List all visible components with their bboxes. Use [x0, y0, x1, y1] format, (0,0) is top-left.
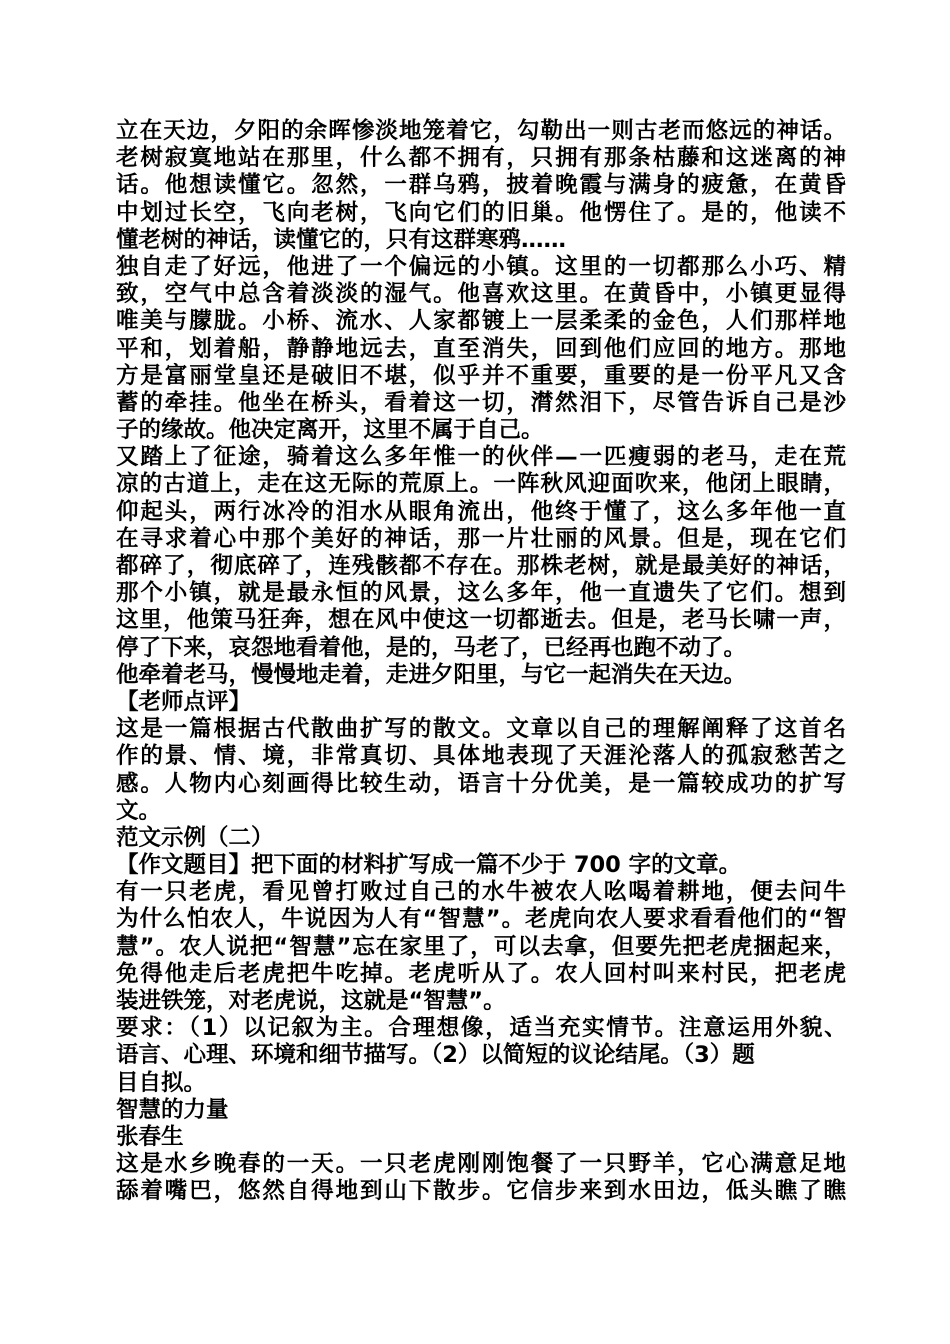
text-line: 那个小镇，就是最永恒的风景，这么多年，他一直遗失了它们。想到: [116, 580, 846, 607]
text-line: 作的景、情、境，非常真切、具体地表现了天涯沦落人的孤寂愁苦之: [116, 743, 846, 770]
text-line: 独自走了好远，他进了一个偏远的小镇。这里的一切都那么小巧、精: [116, 253, 846, 280]
text-line: 为什么怕农人，牛说因为人有“智慧”。老虎向农人要求看看他们的“智: [116, 906, 846, 933]
text-line: 中划过长空，飞向老树，飞向它们的旧巢。他愣住了。是的，他读不: [116, 199, 846, 226]
text-line: 蓄的牵挂。他坐在桥头，看着这一切，潸然泪下，尽管告诉自己是沙: [116, 389, 846, 416]
text-line: 装进铁笼，对老虎说，这就是“智慧”。: [116, 988, 506, 1014]
text-line: 唯美与朦胧。小桥、流水、人家都镀上一层柔柔的金色，人们那样地: [116, 308, 846, 335]
text-line: 立在天边，夕阳的余晖惨淡地笼着它，勾勒出一则古老而悠远的神话。: [116, 118, 846, 144]
text-line: 语言、心理、环境和细节描写。（2）以简短的议论结尾。（3）题: [116, 1042, 755, 1069]
text-line: 致，空气中总含着淡淡的湿气。他喜欢这里。在黄昏中，小镇更显得: [116, 281, 846, 308]
section-heading: 范文示例（二）: [116, 824, 274, 851]
text-line: 停了下来，哀怨地看着他，是的，马老了，已经再也跑不动了。: [116, 634, 747, 661]
text-line: 平和，划着船，静静地远去，直至消失，回到他们应回的地方。那地: [116, 335, 846, 362]
text-line: 方是富丽堂皇还是破旧不堪，似乎并不重要，重要的是一份平凡又含: [116, 362, 846, 389]
text-line: 都碎了，彻底碎了，连残骸都不存在。那株老树，就是最美好的神话，: [116, 553, 846, 579]
text-line: 感。人物内心刻画得比较生动，语言十分优美，是一篇较成功的扩写: [116, 770, 846, 797]
text-line: 慧”。农人说把“智慧”忘在家里了，可以去拿，但要先把老虎捆起来，: [116, 933, 846, 960]
text-line: 老树寂寞地站在那里，什么都不拥有，只拥有那条枯藤和这迷离的神: [116, 145, 846, 172]
text-line: 懂老树的神话，读懂它的，只有这群寒鸦……: [116, 226, 567, 253]
text-line: 话。他想读懂它。忽然，一群乌鸦，披着晚霞与满身的疲惫，在黄昏: [116, 172, 846, 199]
text-line: 又踏上了征途，骑着这么多年惟一的伙伴—一匹瘦弱的老马，走在荒: [116, 444, 846, 471]
text-line: 凉的古道上，走在这无际的荒原上。一阵秋风迎面吹来，他闭上眼睛，: [116, 471, 846, 498]
text-line: 子的缘故。他决定离开，这里不属于自己。: [116, 417, 544, 444]
section-heading: 【老师点评】: [116, 688, 252, 715]
text-line: 在寻求着心中那个美好的神话，那一片壮丽的风景。但是，现在它们: [116, 525, 846, 552]
text-line: 目自拟。: [116, 1069, 207, 1096]
text-line: 这里，他策马狂奔，想在风中使这一切都逝去。但是，老马长啸一声，: [116, 607, 846, 634]
text-line: 免得他走后老虎把牛吃掉。老虎听从了。农人回村叫来村民，把老虎: [116, 960, 846, 987]
author-name: 张春生: [116, 1123, 184, 1150]
text-line: 有一只老虎，看见曾打败过自己的水牛被农人吆喝着耕地，便去问牛: [116, 879, 846, 906]
text-line: 仰起头，两行冰冷的泪水从眼角流出，他终于懂了，这么多年他一直: [116, 498, 846, 525]
text-line: 文。: [116, 797, 162, 824]
text-line: 要求：（1）以记叙为主。合理想像，适当充实情节。注意运用外貌、: [116, 1015, 846, 1042]
text-line: 这是一篇根据古代散曲扩写的散文。文章以自己的理解阐释了这首名: [116, 716, 846, 743]
text-line: 舔着嘴巴，悠然自得地到山下散步。它信步来到水田边，低头瞧了瞧: [116, 1178, 846, 1205]
text-line: 他牵着老马，慢慢地走着，走进夕阳里，与它一起消失在天边。: [116, 661, 747, 688]
text-line: 【作文题目】把下面的材料扩写成一篇不少于 700 字的文章。: [116, 852, 742, 879]
essay-title: 智慧的力量: [116, 1096, 229, 1123]
text-line: 这是水乡晚春的一天。一只老虎刚刚饱餐了一只野羊，它心满意足地: [116, 1151, 846, 1178]
document-page: [116, 118, 846, 1206]
